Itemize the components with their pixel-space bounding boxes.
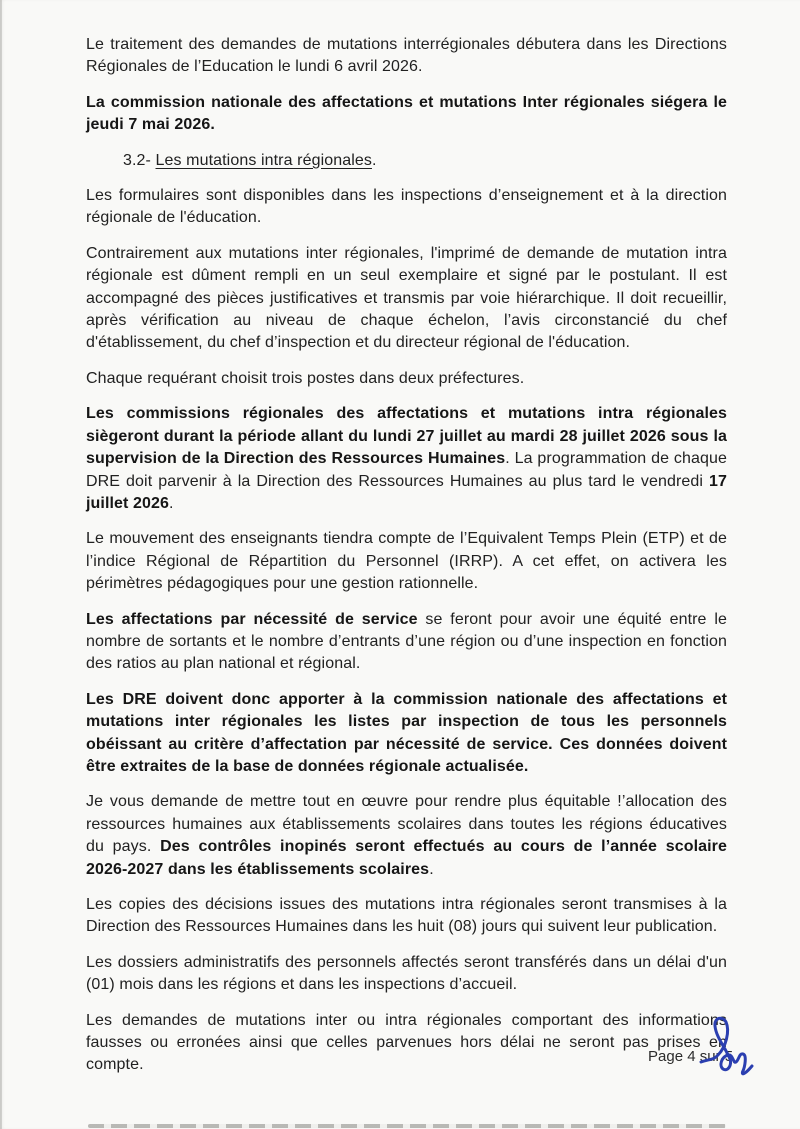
text-run: .	[429, 860, 434, 878]
text-run: Les copies des décisions issues des mutations intra régionales seront transmises à la Direction des Ressources Humaines dans les huit (08) jours qui suivent leur publication.	[86, 896, 727, 936]
paragraph	[86, 952, 727, 997]
paragraph	[86, 92, 727, 137]
text-run: Contrairement aux mutations inter régionales, l'imprimé de demande de mutation intra régionale est dûment rempli en un seul exemplaire et signé par le postulant. Il est accompagné des pièces justificatives et transmis par voie hiérarchique. Il doit recueillir, après vérification au niveau de chaque échelon, l’avis circonstancié du chef d'établissement, du chef d’inspection et du directeur régional de l'éducation.	[86, 244, 727, 352]
text-run: Chaque requérant choisit trois postes dans deux préfectures.	[86, 369, 525, 387]
page-number-label: Page 4 sur 5	[648, 1048, 734, 1065]
paragraph	[86, 609, 727, 676]
text-run: se feront pour avoir une équité entre le nombre de sortants et le nombre d’entrants d’une région ou d’une inspection en fonction des ratios au plan national et régional.	[86, 610, 727, 673]
scan-left-edge-shadow	[0, 0, 2, 1129]
text-run: La commission nationale des affectations et mutations Inter régionales siégera le jeudi 7 mai 2026.	[86, 93, 727, 134]
text-run: 17 juillet 2026	[86, 472, 727, 512]
signature-initials-icon	[698, 1014, 768, 1082]
text-run: Les affectations par nécessité de service	[86, 610, 418, 628]
paragraph	[86, 368, 727, 390]
paragraph	[86, 791, 727, 881]
text-run: Des contrôles inopinés seront effectués au cours de l’année scolaire 2026-2027 dans les établissements scolaires	[86, 838, 727, 878]
paragraph	[86, 528, 727, 595]
text-run: Les DRE doivent donc apporter à la commission nationale des affectations et mutations inter régionales les listes par inspection de tous les personnels obéissant au critère d’affectation par nécessité de service. Ces données doivent être extraites de la base de données régionale actualisée.	[86, 690, 727, 775]
paragraph	[86, 1010, 727, 1077]
text-run: Les dossiers administratifs des personnels affectés seront transférés dans un délai d'un (01) mois dans les régions et dans les inspections d’accueil.	[86, 953, 727, 994]
text-run: Les formulaires sont disponibles dans les inspections d’enseignement et à la direction régionale de l'éducation.	[86, 187, 727, 227]
paragraph	[86, 34, 727, 79]
section-heading	[123, 150, 727, 172]
paragraph	[86, 894, 727, 939]
text-run: Le traitement des demandes de mutations interrégionales débutera dans les Directions Régionales de l’Education le lundi 6 avril 2026.	[86, 36, 727, 76]
text-run: Je vous demande de mettre tout en œuvre pour rendre plus équitable !’allocation des ressources humaines aux établissements scolaires dans toutes les régions éducatives du pays.	[86, 793, 727, 856]
paragraph	[86, 689, 727, 779]
text-run: Les mutations intra régionales	[155, 151, 372, 169]
paragraph	[86, 185, 727, 230]
scan-bottom-edge-artifact	[88, 1124, 726, 1128]
text-run: Les commissions régionales des affectations et mutations intra régionales siègeront durant la période allant du lundi 27 juillet au mardi 28 juillet 2026 sous la supervision de la Direction des Ressources Humaines	[86, 405, 727, 468]
text-run: Les demandes de mutations inter ou intra régionales comportant des informations fausses ou erronées ainsi que celles parvenues hors délai ne seront pas prises en compte.	[86, 1011, 727, 1074]
text-run: 3.2-	[123, 151, 156, 169]
text-run: .	[169, 494, 174, 512]
document-body	[86, 34, 727, 1090]
paragraph	[86, 403, 727, 515]
text-run: . La programmation de chaque DRE doit parvenir à la Direction des Ressources Humaines au plus tard le vendredi	[86, 450, 727, 490]
text-run: Le mouvement des enseignants tiendra compte de l’Equivalent Temps Plein (ETP) et de l’indice Régional de Répartition du Personnel (IRRP). A cet effet, on activera les périmètres pédagogiques pour une gestion rationnelle.	[86, 530, 727, 593]
text-run: .	[371, 151, 377, 169]
paragraph	[86, 243, 727, 355]
